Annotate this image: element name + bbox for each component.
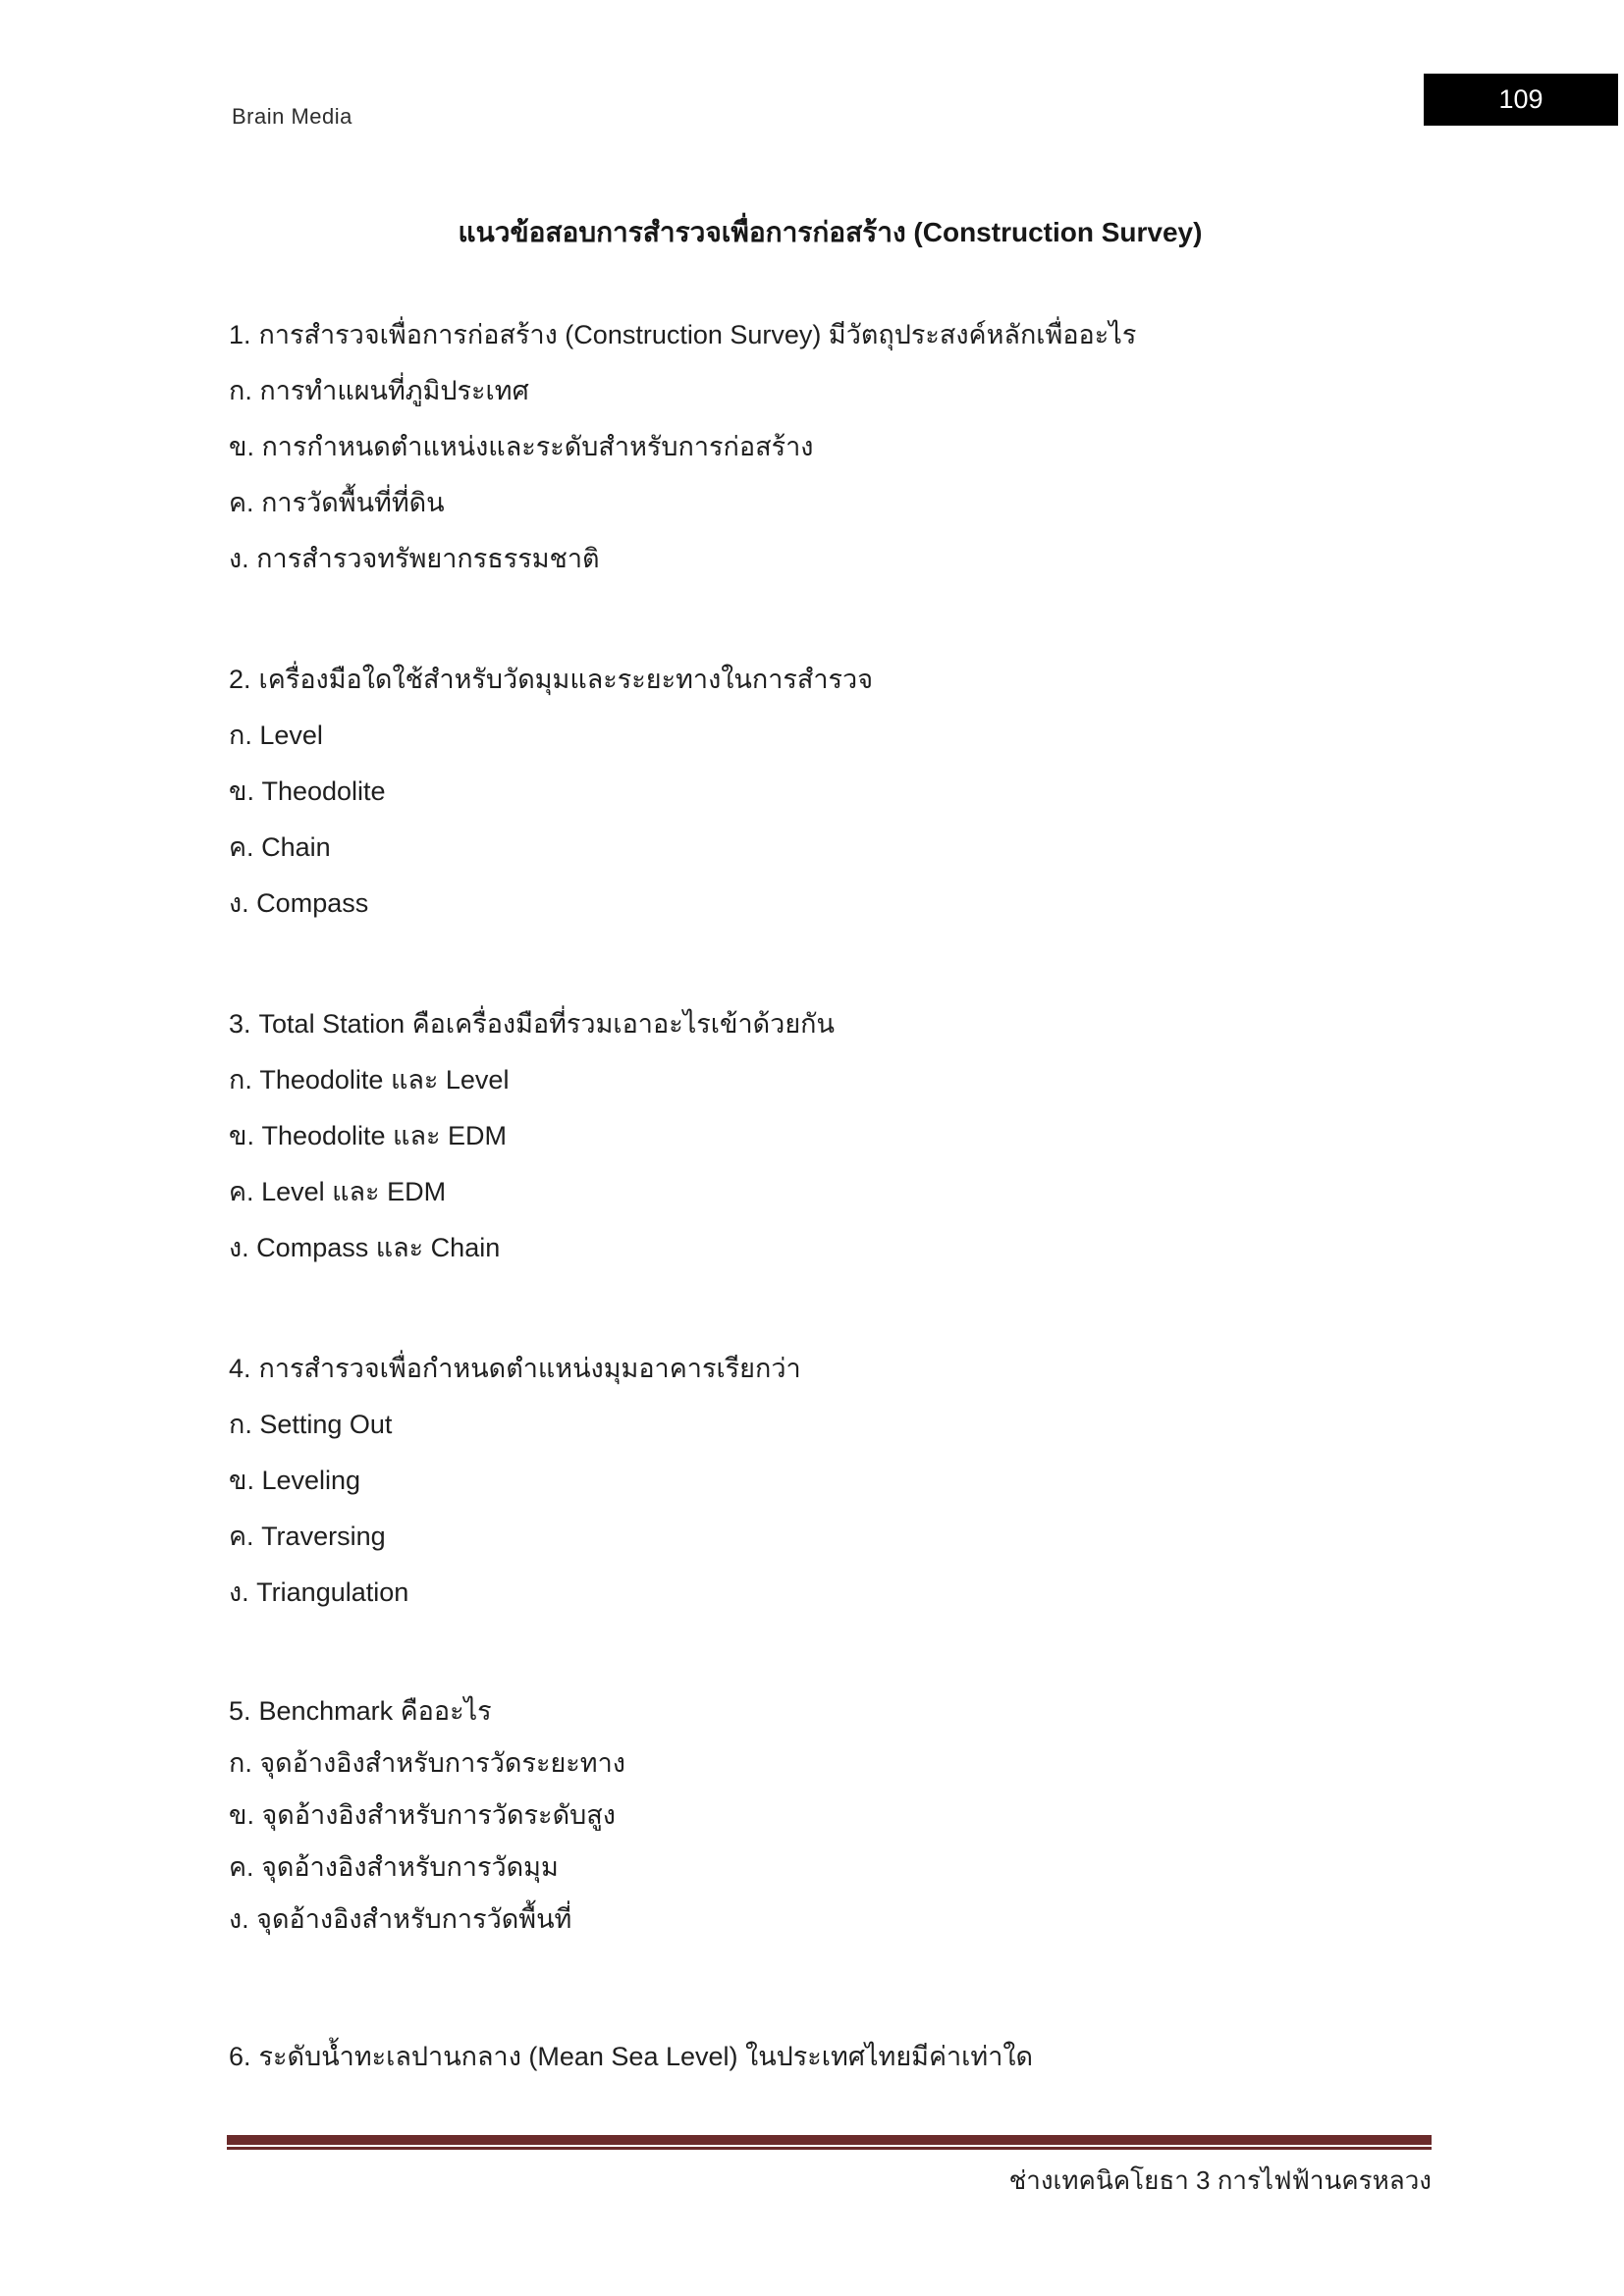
question-list bbox=[229, 307, 1432, 2085]
question-number: 4. bbox=[229, 1354, 251, 1383]
choice-line: ง. Compass bbox=[229, 888, 369, 918]
question-block-2 bbox=[229, 652, 1432, 932]
question-text: Benchmark คืออะไร bbox=[258, 1696, 492, 1726]
choice-line: ก. Setting Out bbox=[229, 1410, 393, 1439]
choice-line: ก. Theodolite และ Level bbox=[229, 1065, 510, 1095]
footer-divider-thick-line bbox=[227, 2135, 1432, 2145]
question-line bbox=[229, 1341, 1432, 1397]
choice-line: ง. การสำรวจทรัพยากรธรรมชาติ bbox=[229, 544, 600, 573]
question-line bbox=[229, 2029, 1432, 2085]
choice-line: ข. Theodolite bbox=[229, 776, 386, 806]
question-block-6 bbox=[229, 2029, 1432, 2085]
question-block-3 bbox=[229, 996, 1432, 1276]
footer-divider-thin-line bbox=[227, 2147, 1432, 2150]
question-line bbox=[229, 996, 1432, 1052]
page-number-badge bbox=[1424, 74, 1618, 126]
choice-line: ค. Level และ EDM bbox=[229, 1177, 447, 1206]
question-text: ระดับน้ำทะเลปานกลาง (Mean Sea Level) ในประเทศไทยมีค่าเท่าใด bbox=[258, 2042, 1034, 2071]
question-text: เครื่องมือใดใช้สำหรับวัดมุมและระยะทางในการสำรวจ bbox=[258, 665, 874, 694]
question-text: การสำรวจเพื่อกำหนดตำแหน่งมุมอาคารเรียกว่า bbox=[258, 1354, 801, 1383]
question-number: 1. bbox=[229, 320, 251, 349]
choice-line: ข. จุดอ้างอิงสำหรับการวัดระดับสูง bbox=[229, 1800, 616, 1830]
footer-caption: ช่างเทคนิคโยธา 3 การไฟฟ้านครหลวง bbox=[1008, 2165, 1432, 2195]
choice-line: ก. จุดอ้างอิงสำหรับการวัดระยะทาง bbox=[229, 1748, 625, 1778]
question-block-5 bbox=[229, 1685, 1432, 1946]
page-number: 109 bbox=[1498, 84, 1543, 114]
question-block-1 bbox=[229, 307, 1432, 587]
question-number: 3. bbox=[229, 1009, 251, 1039]
question-text: การสำรวจเพื่อการก่อสร้าง (Construction Survey) มีวัตถุประสงค์หลักเพื่ออะไร bbox=[258, 320, 1137, 349]
choice-line: ก. Level bbox=[229, 721, 323, 750]
question-line bbox=[229, 307, 1432, 363]
question-number: 2. bbox=[229, 665, 251, 694]
choice-line: ค. จุดอ้างอิงสำหรับการวัดมุม bbox=[229, 1852, 559, 1882]
choice-line: ค. การวัดพื้นที่ที่ดิน bbox=[229, 488, 445, 517]
choice-line: ค. Traversing bbox=[229, 1522, 386, 1551]
page-title: แนวข้อสอบการสำรวจเพื่อการก่อสร้าง (Construction Survey) bbox=[458, 217, 1203, 247]
choice-line: ข. การกำหนดตำแหน่งและระดับสำหรับการก่อสร้าง bbox=[229, 432, 814, 461]
choice-line: ค. Chain bbox=[229, 832, 331, 862]
choice-line: ข. Leveling bbox=[229, 1466, 361, 1495]
question-number: 5. bbox=[229, 1696, 251, 1726]
question-line bbox=[229, 1685, 1432, 1737]
choice-line: ง. Compass และ Chain bbox=[229, 1233, 501, 1262]
brand-label: Brain Media bbox=[232, 104, 352, 129]
footer-divider bbox=[227, 2135, 1432, 2150]
question-number: 6. bbox=[229, 2042, 251, 2071]
question-line bbox=[229, 652, 1432, 708]
choice-line: ง. จุดอ้างอิงสำหรับการวัดพื้นที่ bbox=[229, 1904, 572, 1934]
choice-line: ข. Theodolite และ EDM bbox=[229, 1121, 507, 1150]
question-text: Total Station คือเครื่องมือที่รวมเอาอะไรเข้าด้วยกัน bbox=[258, 1009, 835, 1039]
question-block-4 bbox=[229, 1341, 1432, 1621]
choice-line: ก. การทำแผนที่ภูมิประเทศ bbox=[229, 376, 529, 405]
choice-line: ง. Triangulation bbox=[229, 1577, 409, 1607]
